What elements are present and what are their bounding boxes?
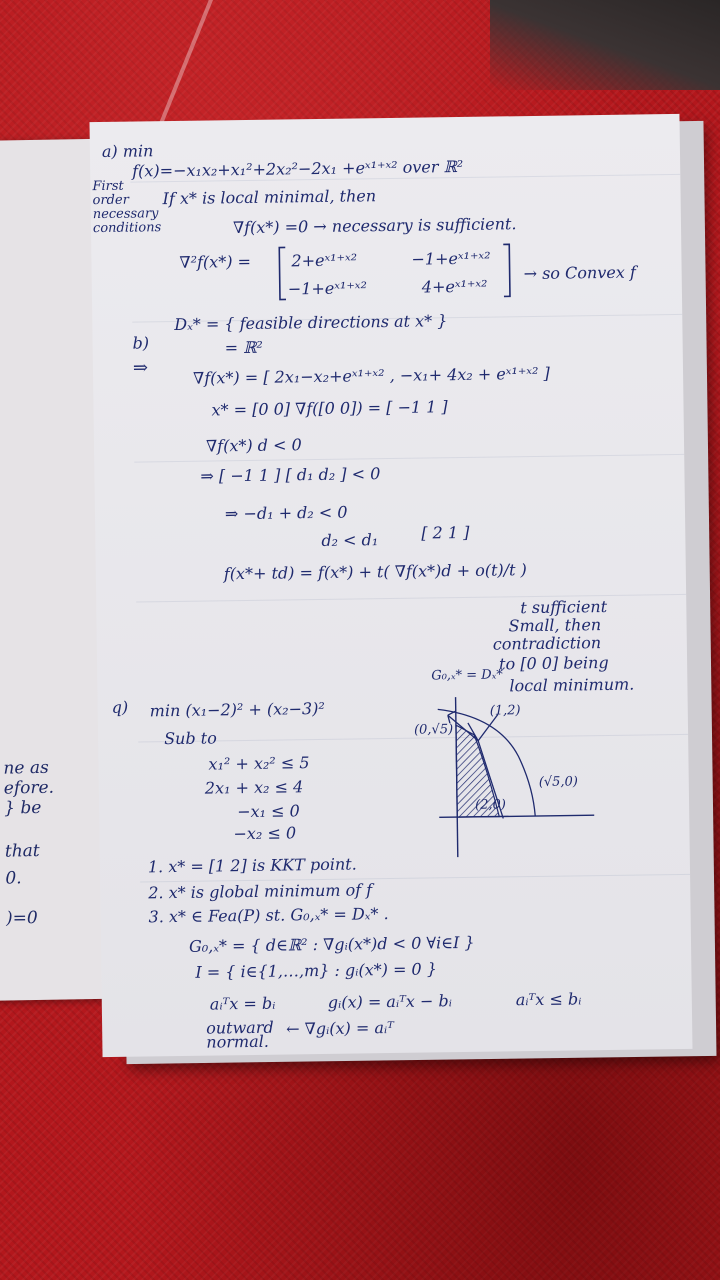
gradient-normal: ← ∇gᵢ(x) = aᵢᵀ [286,1018,394,1039]
side-label: conditions [92,220,162,237]
outward-label: outward [206,1017,274,1038]
side-label: order [92,192,129,209]
descent-step: ⇒ −d₁ + d₂ < 0 [224,502,348,524]
point-and-gradient: x* = [0 0] ∇f([0 0]) = [ −1 1 ] [211,397,448,420]
hessian-entry: −1+eˣ¹⁺ˣ² [287,278,368,299]
problem-a-number: a) min [101,141,154,161]
objective-function: f(x)=−x₁x₂+x₁²+2x₂²−2x₁ +eˣ¹⁺ˣ² over ℝ² [132,156,464,181]
result-item: 1. x* = [1 2] is KKT point. [147,854,357,877]
hessian-entry: 2+eˣ¹⁺ˣ² [291,250,358,271]
left-fragment: ne as [3,757,49,779]
left-fragment: } be [3,797,42,819]
conclusion-line: Small, then [508,615,602,636]
gradient-formula: ∇f(x*) = [ 2x₁−x₂+eˣ¹⁺ˣ² , −x₁+ 4x₂ + eˣ¹⁺ˣ² ] [192,363,550,388]
linear-constraint: aᵢᵀx = bᵢ [209,993,276,1014]
normal-label: normal. [206,1031,269,1052]
descent-condition: ∇f(x*) d < 0 [205,435,302,456]
direction-vector: [ 2 1 ] [421,522,470,543]
hessian-entry: 4+eˣ¹⁺ˣ² [421,276,488,297]
constraint: −x₂ ≤ 0 [233,823,297,844]
left-fragment: 0. [5,868,22,889]
problem-b-label: b) [132,333,150,353]
conclusion-line: t sufficient [520,596,608,618]
linear-constraint: aᵢᵀx ≤ bᵢ [515,989,582,1010]
feasible-region-sketch [397,655,600,868]
constraint: 2x₁ + x₂ ≤ 4 [204,777,304,798]
notebook-page [90,114,693,1057]
cone-label: G₀,ₓ* = Dₓ* [431,667,503,684]
hessian-label: ∇²f(x*) = [179,251,252,272]
cone-definition: G₀,ₓ* = { d∈ℝ² : ∇gᵢ(x*)d < 0 ∀i∈I } [188,932,475,956]
implies-arrow: ⇒ [132,357,149,379]
left-fragment: )=0 [5,908,38,929]
convex-note: → so Convex f [523,262,636,284]
descent-step: ⇒ [ −1 1 ] [ d₁ d₂ ] < 0 [200,464,381,486]
point-label: (0,√5) [413,722,454,738]
conclusion-line: contradiction [492,633,602,654]
result-item: 2. x* is global minimum of f [148,880,373,903]
side-label: necessary [92,206,159,223]
constraint: −x₁ ≤ 0 [237,801,300,822]
feasible-eq: = ℝ² [224,337,263,358]
linear-constraint: gᵢ(x) = aᵢᵀx − bᵢ [327,991,453,1012]
taylor-expansion: f(x*+ td) = f(x*) + t( ∇f(x*)d + o(t)/t ) [223,560,527,584]
q-objective: min (x₁−2)² + (x₂−3)² [149,698,325,721]
constraint: x₁² + x₂² ≤ 5 [208,753,310,774]
gradient-condition: ∇f(x*) =0 → necessary is sufficient. [232,214,517,238]
conclusion-line: local minimum. [509,674,635,696]
point-label: (1,2) [489,703,521,719]
local-min-statement: If x* is local minimal, then [162,186,377,209]
subject-to: Sub to [163,728,217,749]
result-item: 3. x* ∈ Fea(P) st. G₀,ₓ* = Dₓ* . [148,904,389,927]
point-label: (√5,0) [538,774,578,790]
active-set: I = { i∈{1,…,m} : gᵢ(x*) = 0 } [195,959,438,982]
descent-step: d₂ < d₁ [321,530,379,550]
shadow-corner [490,0,720,90]
conclusion-line: to [0 0] being [498,652,609,674]
feasible-set: Dₓ* = { feasible directions at x* } [174,311,448,334]
left-fragment: efore. [3,777,55,799]
left-fragment: that [4,840,40,862]
point-label: (2,0) [474,797,507,813]
problem-q-number: q) [111,697,129,717]
side-label: First [92,178,124,195]
hessian-entry: −1+eˣ¹⁺ˣ² [411,248,491,269]
